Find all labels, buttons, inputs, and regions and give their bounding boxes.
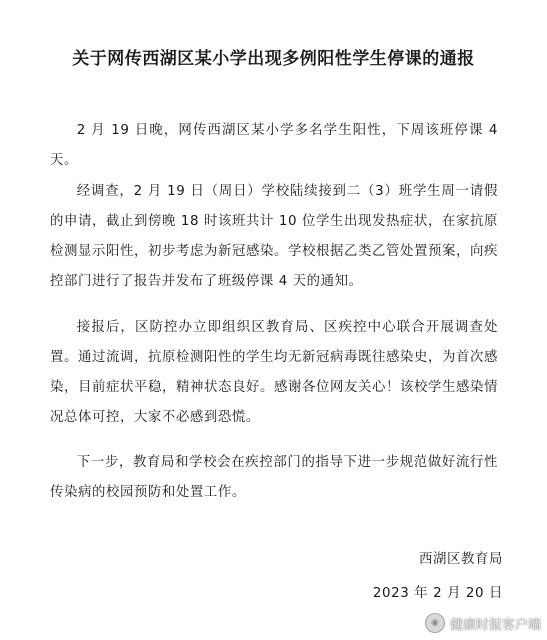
paragraph-2: 经调查，2 月 19 日（周日）学校陆续接到二（3）班学生周一请假的申请，截止到傍晚 18 时该班共计 10 位学生出现发热症状，在家抗原检测显示阳性，初步考虑为新冠感染。学校根据乙类乙管处置预案，向疾控部门进行了报告并发布了班级停课 4 天的通知。: [50, 184, 498, 289]
watermark: [425, 611, 541, 635]
issue-date: 2023 年 2 月 20 日: [372, 586, 503, 601]
paragraph-1: 2 月 19 日晚，网传西湖区某小学多名学生阳性，下周该班停课 4 天。: [50, 123, 498, 168]
issuer-signature: 西湖区教育局: [419, 552, 503, 567]
paragraph-3: 接报后，区防控办立即组织区教育局、区疾控中心联合开展调查处置。通过流调，抗原检测阳性的学生均无新冠病毒既往感染史，为首次感染，目前症状平稳，精神状态良好。感谢各位网友关心！该校学生感染情况总体可控，大家不必感到恐慌。: [50, 320, 498, 425]
media-logo-icon: ◉: [425, 613, 445, 633]
watermark-text: 健康时报客户端: [449, 617, 541, 633]
document-title: 关于网传西湖区某小学出现多例阳性学生停课的通报: [72, 49, 475, 69]
paragraph-4: 下一步，教育局和学校会在疾控部门的指导下进一步规范做好流行性传染病的校园预防和处置工作。: [50, 455, 498, 500]
